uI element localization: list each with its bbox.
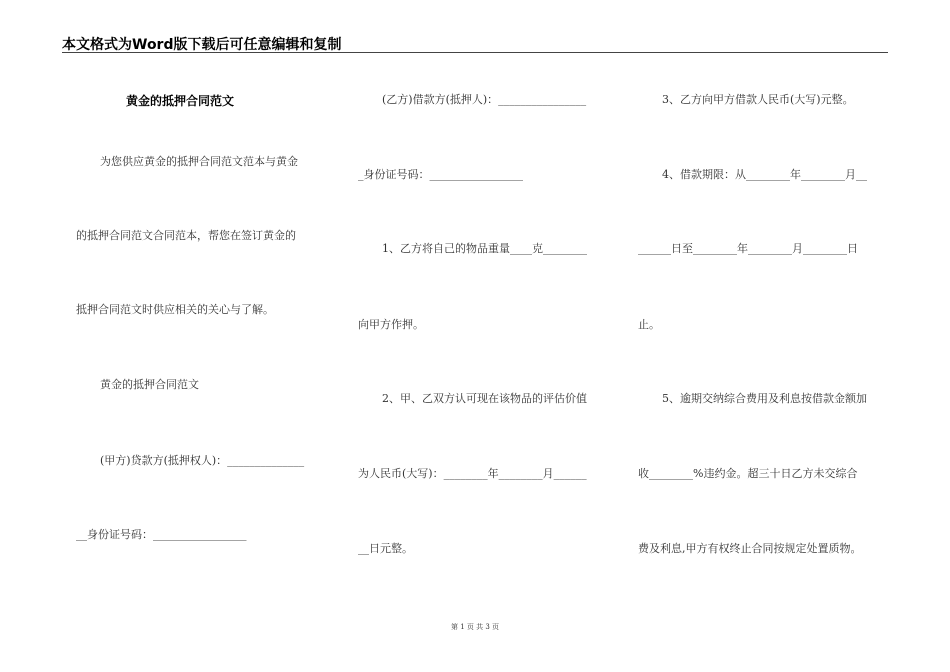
clause-4-line-1: 4、借款期限：从________年________月__ xyxy=(662,168,867,181)
document-title: 黄金的抵押合同范文 xyxy=(126,94,235,108)
clause-4-line-3: 止。 xyxy=(638,318,660,331)
clause-5-line-3: 费及利息,甲方有权终止合同按规定处置质物。 xyxy=(638,542,862,555)
intro-line-2: 的抵押合同范文合同范本，帮您在签订黄金的 xyxy=(76,229,296,242)
party-b-id-line: _身份证号码：_________________ xyxy=(358,168,523,181)
party-a-line: (甲方)贷款方(抵押权人)：______________ xyxy=(100,454,305,467)
clause-2-line-2: 为人民币(大写)：________年________月______ xyxy=(358,467,587,480)
clause-4-line-2: ______日至________年________月________日 xyxy=(638,242,858,255)
clause-2-line-1: 2、甲、乙双方认可现在该物品的评估价值 xyxy=(382,392,587,405)
column-2 xyxy=(358,0,608,672)
column-3 xyxy=(638,0,888,672)
intro-line-1: 为您供应黄金的抵押合同范文范本与黄金 xyxy=(100,155,298,168)
section-subtitle: 黄金的抵押合同范文 xyxy=(100,378,199,391)
download-banner: 本文格式为Word版下载后可任意编辑和复制 xyxy=(62,37,342,53)
clause-3-line-1: 3、乙方向甲方借款人民币(大写)元整。 xyxy=(662,93,854,106)
clause-1-line-1: 1、乙方将自己的物品重量____克________ xyxy=(382,242,587,255)
intro-line-3: 抵押合同范文时供应相关的关心与了解。 xyxy=(76,303,274,316)
column-1 xyxy=(76,0,326,672)
clause-1-line-2: 向甲方作押。 xyxy=(358,318,424,331)
party-a-id-line: __身份证号码：_________________ xyxy=(76,528,247,541)
party-b-line: (乙方)借款方(抵押人)：________________ xyxy=(382,93,587,106)
clause-5-line-1: 5、逾期交纳综合费用及利息按借款金额加 xyxy=(662,392,867,405)
clause-2-line-3: __日元整。 xyxy=(358,542,413,555)
page-number: 第 1 页 共 3 页 xyxy=(450,623,500,631)
clause-5-line-2: 收________%违约金。超三十日乙方未交综合 xyxy=(638,467,858,480)
